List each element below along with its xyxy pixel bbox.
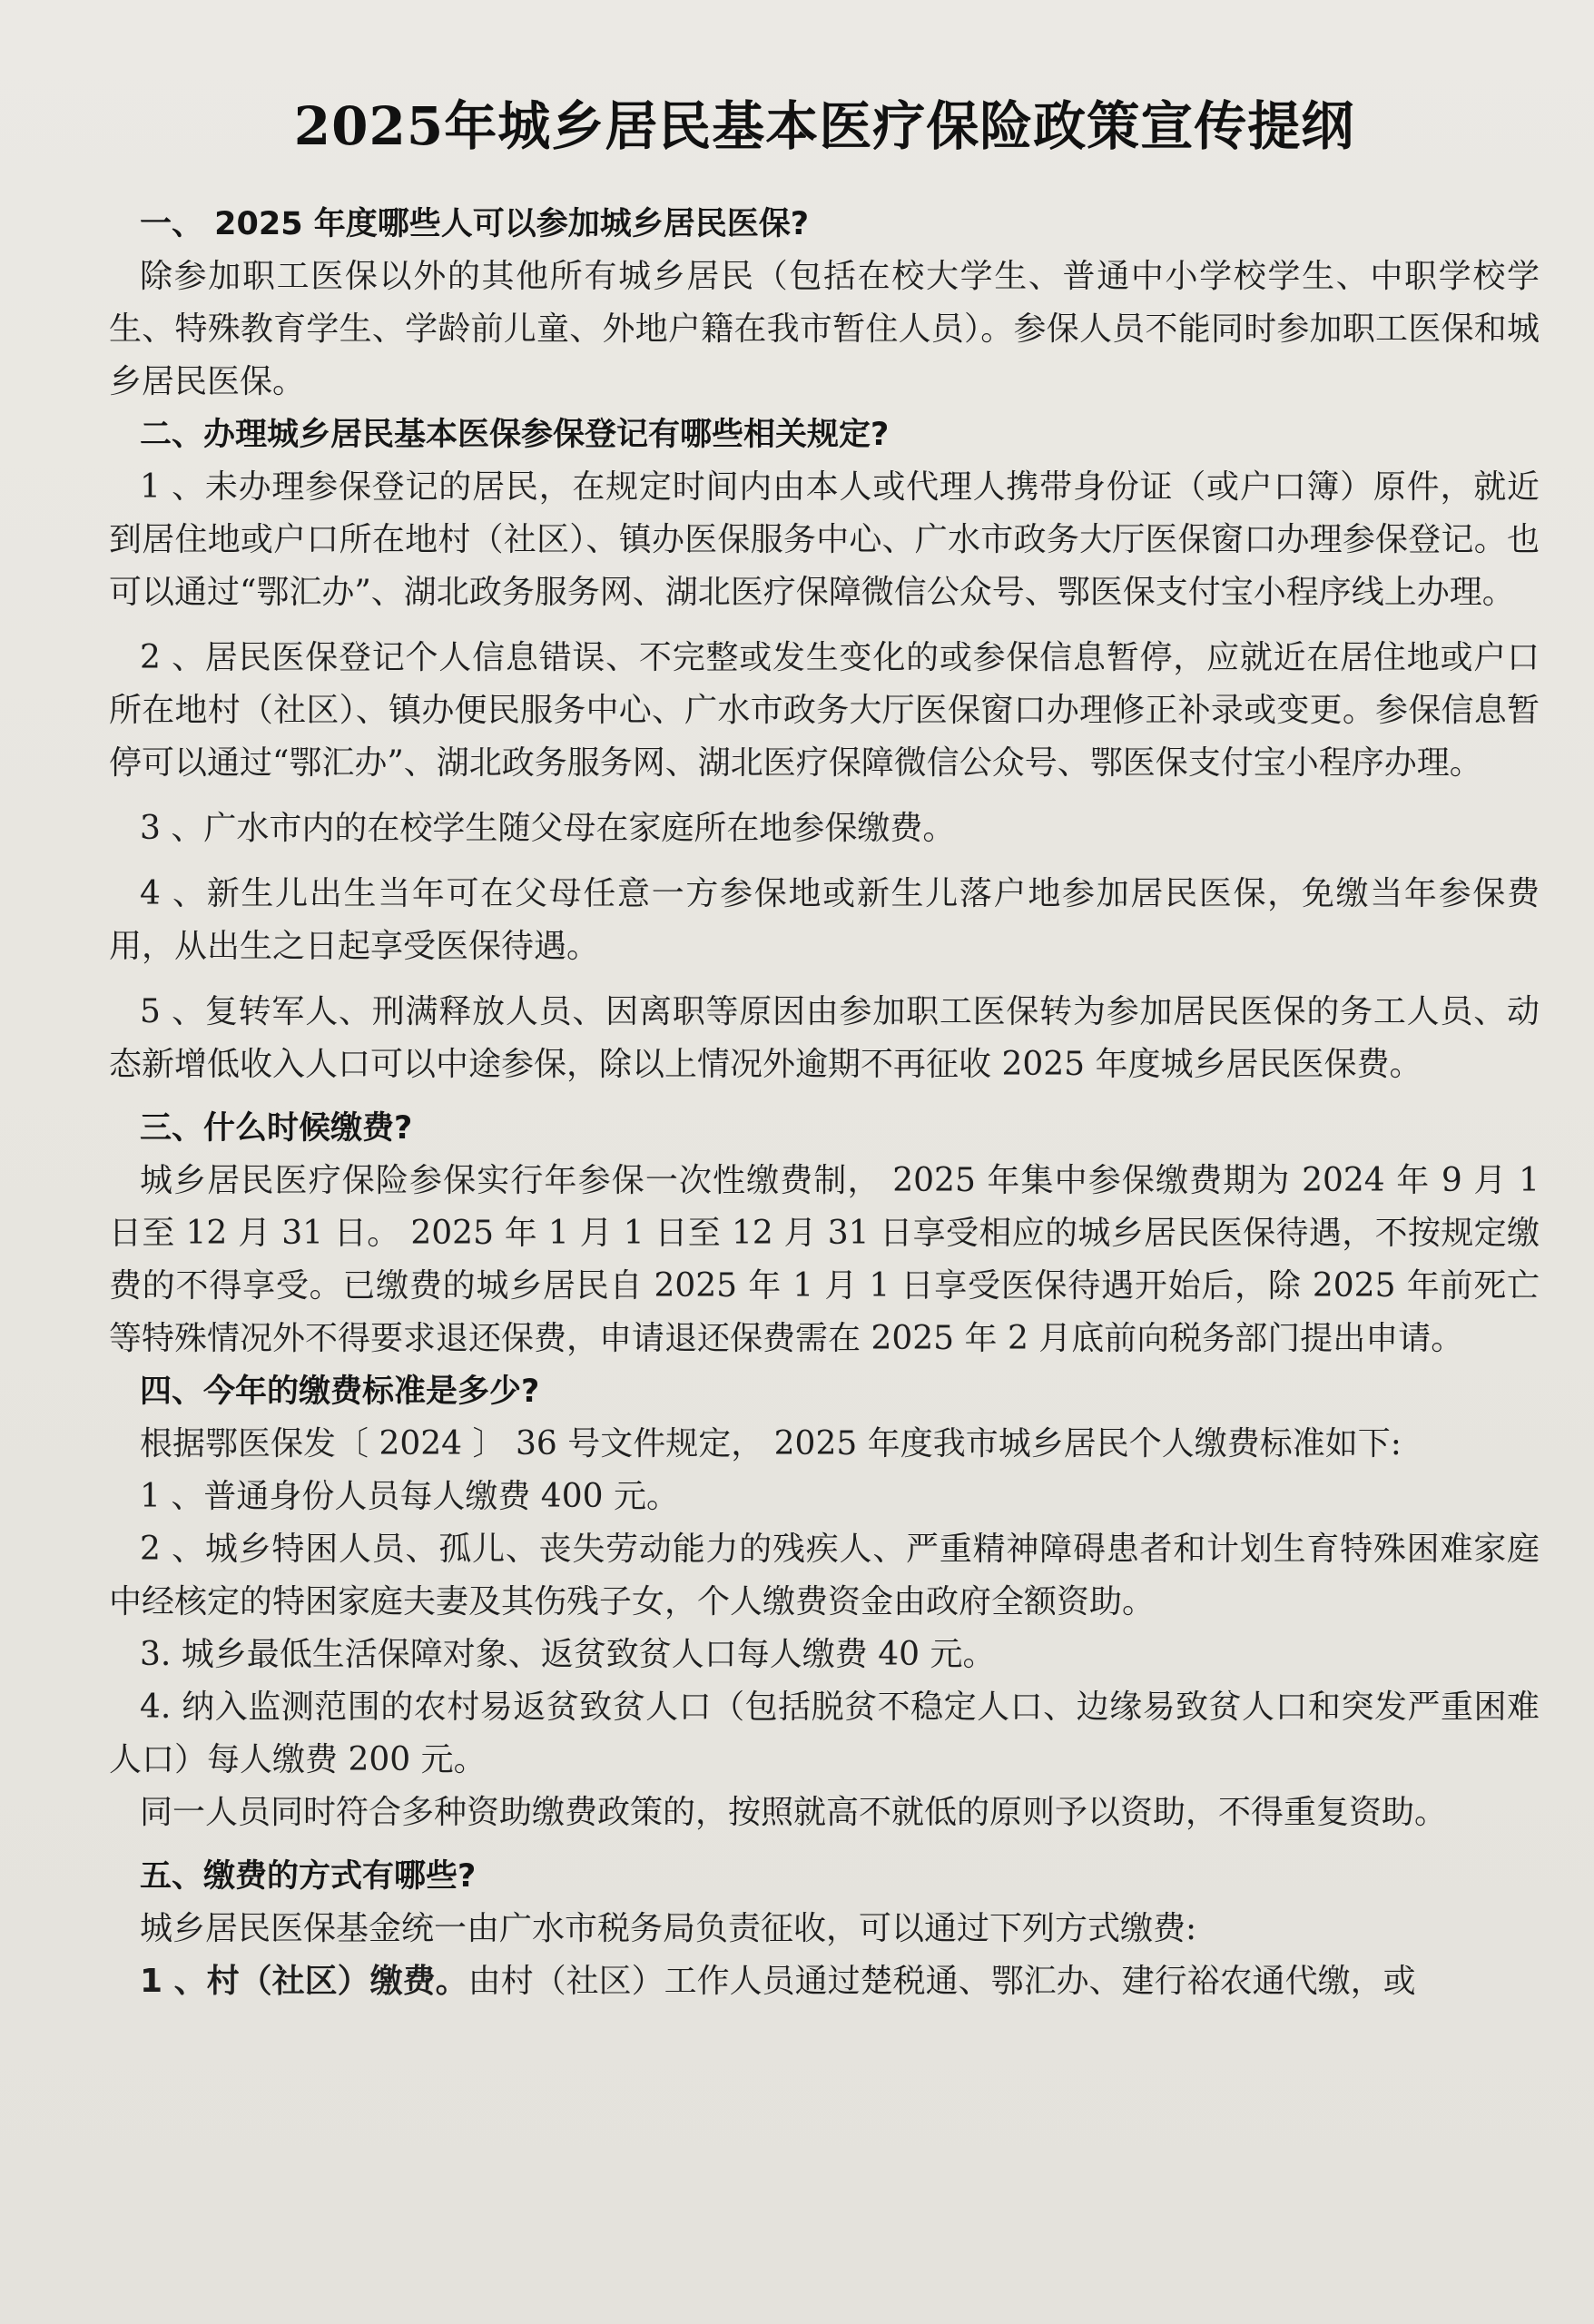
paragraph: 城乡居民医疗保险参保实行年参保一次性缴费制， 2025 年集中参保缴费期为 2024 年 9 月 1 日至 12 月 31 日。 2025 年 1 月 1 日至 12 月 31 日享受相应的城乡居民医保待遇，不按规定缴费的不得享受。已缴费的城乡居民自 2025 年 1 月 1 日享受医保待遇开始后，除 2025 年前死亡等特殊情况外不得要求退还保费，申请退还保费需在 2025 年 2 月底前向税务部门提出申请。 bbox=[109, 1162, 1540, 1357]
item-text: 由村（社区）工作人员通过楚税通、鄂汇办、建行裕农通代缴，或 bbox=[467, 1963, 1416, 2000]
section-4 bbox=[109, 1365, 1540, 1839]
document-title: 2025年城乡居民基本医疗保险政策宣传提纲 bbox=[293, 95, 1355, 157]
paragraph-last-item bbox=[109, 1955, 1540, 2008]
paragraph: 2 、居民医保登记个人信息错误、不完整或发生变化的或参保信息暂停，应就近在居住地或户口所在地村（社区）、镇办便民服务中心、广水市政务大厅医保窗口办理修正补录或变更。参保信息暂停可以通过“鄂汇办”、湖北政务服务网、湖北医疗保障微信公众号、鄂医保支付宝小程序办理。 bbox=[109, 639, 1540, 782]
paragraph: 根据鄂医保发〔 2024 〕 36 号文件规定， 2025 年度我市城乡居民个人缴费标准如下: bbox=[140, 1425, 1402, 1462]
paragraph: 4. 纳入监测范围的农村易返贫致贫人口（包括脱贫不稳定人口、边缘易致贫人口和突发严重困难人口）每人缴费 200 元。 bbox=[109, 1689, 1540, 1778]
paragraph: 1 、普通身份人员每人缴费 400 元。 bbox=[140, 1478, 679, 1515]
paragraph: 城乡居民医保基金统一由广水市税务局负责征收，可以通过下列方式缴费: bbox=[140, 1910, 1197, 1947]
section-1 bbox=[109, 198, 1540, 409]
paragraph: 同一人员同时符合多种资助缴费政策的，按照就高不就低的原则予以资助，不得重复资助。 bbox=[140, 1794, 1448, 1831]
section-heading: 三、什么时候缴费? bbox=[140, 1110, 413, 1147]
section-3 bbox=[109, 1102, 1540, 1365]
paragraph: 3. 城乡最低生活保障对象、返贫致贫人口每人缴费 40 元。 bbox=[140, 1636, 996, 1673]
paragraph: 除参加职工医保以外的其他所有城乡居民（包括在校大学生、普通中小学校学生、中职学校学生、特殊教育学生、学龄前儿童、外地户籍在我市暂住人员）。参保人员不能同时参加职工医保和城乡居民医保。 bbox=[109, 258, 1540, 400]
item-lead: 1 、村（社区）缴费。 bbox=[140, 1963, 468, 2000]
paragraph: 1 、未办理参保登记的居民，在规定时间内由本人或代理人携带身份证（或户口簿）原件，就近到居住地或户口所在地村（社区）、镇办医保服务中心、广水市政务大厅医保窗口办理参保登记。也可以通过“鄂汇办”、湖北政务服务网、湖北医疗保障微信公众号、鄂医保支付宝小程序线上办理。 bbox=[109, 468, 1540, 611]
section-heading: 二、办理城乡居民基本医保参保登记有哪些相关规定? bbox=[140, 417, 890, 453]
paragraph: 2 、城乡特困人员、孤儿、丧失劳动能力的残疾人、严重精神障碍患者和计划生育特殊困难家庭中经核定的特困家庭夫妻及其伤残子女，个人缴费资金由政府全额资助。 bbox=[109, 1531, 1540, 1620]
paragraph: 3 、广水市内的在校学生随父母在家庭所在地参保缴费。 bbox=[140, 810, 956, 847]
section-heading: 四、今年的缴费标准是多少? bbox=[140, 1374, 540, 1410]
paragraph: 5 、复转军人、刑满释放人员、因离职等原因由参加职工医保转为参加居民医保的务工人员、动态新增低收入人口可以中途参保，除以上情况外逾期不再征收 2025 年度城乡居民医保费。 bbox=[109, 993, 1540, 1083]
section-heading: 五、缴费的方式有哪些? bbox=[140, 1858, 477, 1895]
section-2 bbox=[109, 409, 1540, 1091]
paragraph: 4 、新生儿出生当年可在父母任意一方参保地或新生儿落户地参加居民医保，免缴当年参保费用，从出生之日起享受医保待遇。 bbox=[109, 875, 1540, 965]
section-5 bbox=[109, 1850, 1540, 2008]
section-heading: 一、 2025 年度哪些人可以参加城乡居民医保? bbox=[140, 206, 810, 242]
